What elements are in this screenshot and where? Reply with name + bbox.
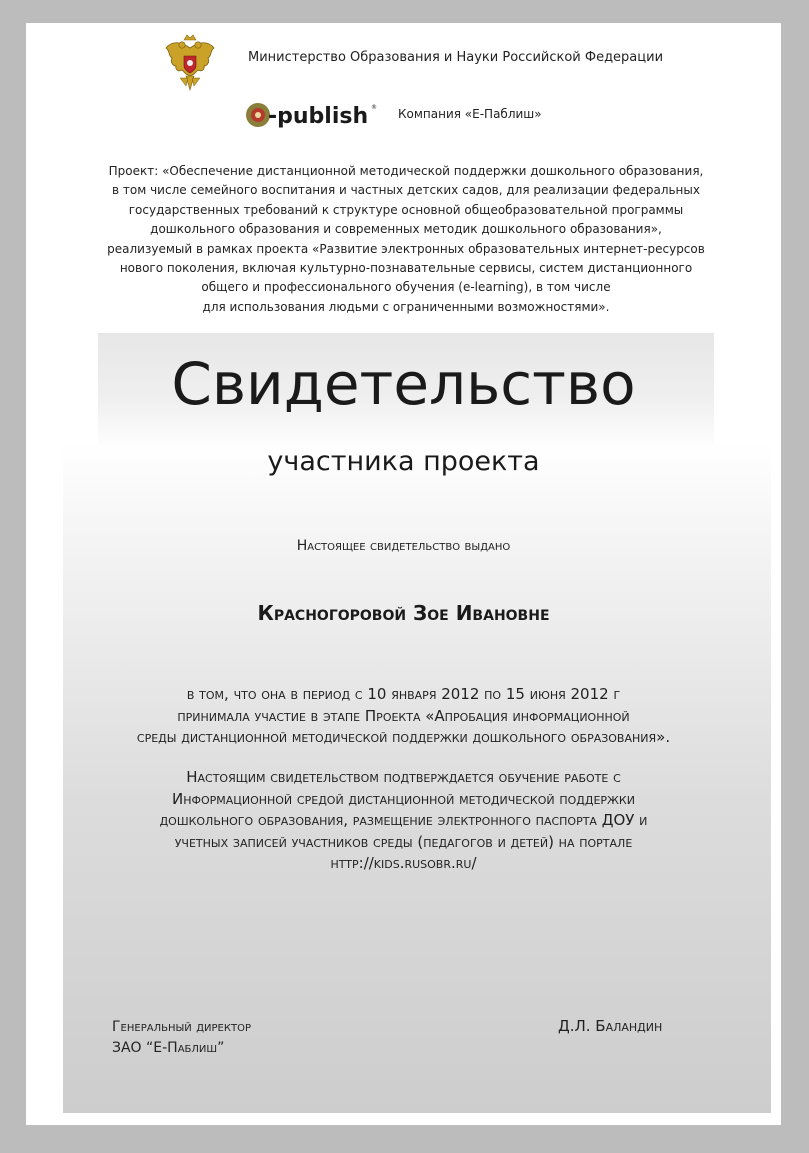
project-line: дошкольного образования и современных методик дошкольного образования», <box>150 222 662 237</box>
recipient-name: Красногоровой Зое Ивановне <box>257 601 550 625</box>
body-line: в том, что она в период с 10 января 2012 по 15 июня 2012 г <box>186 685 621 703</box>
svg-text:-publish: -publish <box>268 104 369 129</box>
body-line: дошкольного образования, размещение электронного паспорта ДОУ и <box>159 811 648 829</box>
participation-text <box>26 684 781 749</box>
body-line: Информационной средой дистанционной методической поддержки <box>172 789 635 808</box>
project-line: реализуемый в рамках проекта «Развитие электронных образовательных интернет-ресурсов <box>107 241 705 256</box>
svg-text:®: ® <box>371 104 377 111</box>
body-line: принимала участие в этапе Проекта «Апробация информационной <box>177 706 630 725</box>
coat-of-arms-icon <box>164 34 216 92</box>
company-line: ЗАО “Е-Паблиш” <box>112 1040 225 1056</box>
project-line: для использования людьми с ограниченными возможностями». <box>202 299 610 314</box>
project-description <box>66 162 746 317</box>
ministry-name: Министерство Образования и Науки Российской Федерации <box>248 50 664 65</box>
signatory-position <box>112 1017 251 1059</box>
epublish-logo-icon <box>244 99 378 129</box>
certificate-paper <box>26 23 781 1125</box>
body-line: среды дистанционной методической поддержки дошкольного образования». <box>136 728 671 746</box>
body-line: Настоящим свидетельством подтверждается обучение работе с <box>186 768 621 786</box>
project-line: нового поколения, включая культурно-познавательные сервисы, систем дистанционного <box>119 261 693 276</box>
project-line: государственных требований к структуре основной общеобразовательной программы <box>128 202 684 217</box>
certificate-title: Свидетельство <box>171 350 636 418</box>
project-line: в том числе семейного воспитания и частных детских садов, для реализации федеральных <box>112 183 700 198</box>
project-line: общего и профессионального обучения (e-learning), в том числе <box>201 280 611 295</box>
signatory-name: Д.Л. Баландин <box>558 1017 663 1035</box>
portal-url: http://kids.rusobr.ru/ <box>330 854 477 872</box>
company-name: Компания «Е-Паблиш» <box>398 107 542 121</box>
issued-statement: Настоящее свидетельство выдано <box>296 538 511 554</box>
certificate-subtitle: участника проекта <box>267 446 540 477</box>
body-line: учетных записей участников среды (педагогов и детей) на портале <box>174 832 633 851</box>
position-line: Генеральный директор <box>112 1019 251 1035</box>
training-text <box>26 767 781 875</box>
project-line: Проект: «Обеспечение дистанционной методической поддержки дошкольного образования, <box>108 164 704 178</box>
